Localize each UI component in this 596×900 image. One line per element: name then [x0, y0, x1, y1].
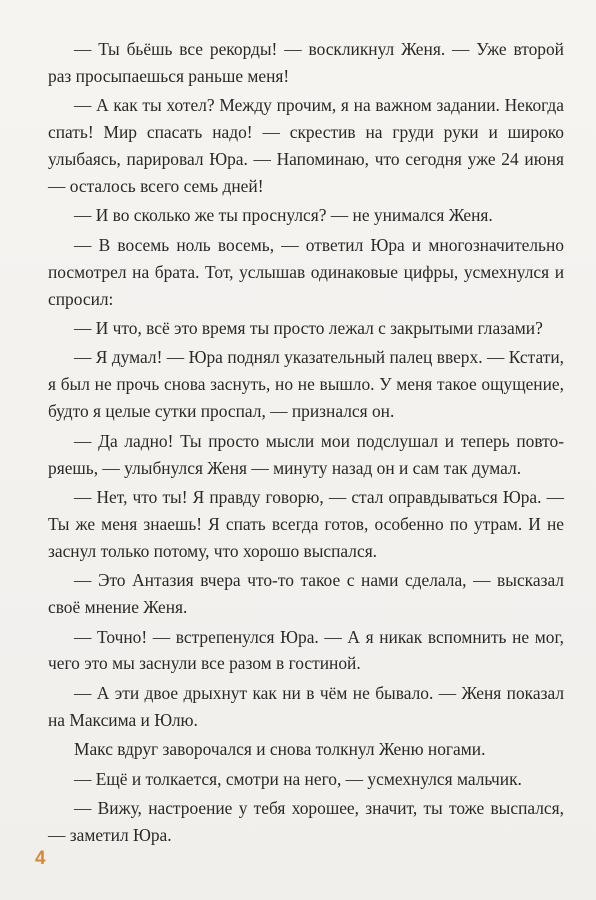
paragraph: — Это Антазия вчера что-то такое с нами сделала, — высказал своё мнение Женя.	[48, 570, 564, 618]
paragraph: — В восемь ноль восемь, — ответил Юра и многозначительно посмотрел на брата. Тот, услышав одинаковые цифры, усмехнулся и спросил:	[48, 234, 564, 309]
body-text	[48, 36, 564, 849]
paragraph: — И во сколько же ты проснулся? — не унимался Женя.	[74, 205, 493, 226]
paragraph: — Вижу, настроение у тебя хорошее, значит, ты тоже выспался, — заметил Юра.	[48, 797, 564, 845]
paragraph: — Ты бьёшь все рекорды! — воскликнул Женя. — Уже второй раз просыпаешься раньше меня!	[48, 39, 564, 86]
paragraph: Макс вдруг заворочался и снова толкнул Женю ногами.	[74, 739, 486, 760]
paragraph: — Нет, что ты! Я правду говорю, — стал оправдываться Юра. — Ты же меня знаешь! Я спать всегда готов, особенно по утрам. И не заснул только потому, что хорошо выспался.	[48, 487, 564, 561]
paragraph: — Я думал! — Юра поднял указательный палец вверх. — Кстати, я был не прочь снова заснуть, но не вышло. У меня такое ощущение, будто я целые сутки проспал, — признался он.	[48, 347, 564, 422]
paragraph: — Да ладно! Ты просто мысли мои подслушал и теперь повторяешь, — улыбнулся Женя — минуту назад он и сам так думал.	[48, 430, 564, 478]
paragraph: — Ещё и толкается, смотри на него, — усмехнулся мальчик.	[74, 768, 522, 789]
page-number: 4	[35, 848, 46, 869]
paragraph: — Точно! — встрепенулся Юра. — А я никак вспомнить не мог, чего это мы заснули все разом в гостиной.	[48, 626, 564, 674]
paragraph: — А эти двое дрыхнут как ни в чём не бывало. — Женя показал на Максима и Юлю.	[48, 682, 564, 730]
paragraph: — И что, всё это время ты просто лежал с закрытыми глазами?	[74, 318, 543, 339]
paragraph: — А как ты хотел? Между прочим, я на важном задании. Некогда спать! Мир спасать надо! — скрестив на груди руки и широко улыбаясь, парировал Юра. — Напоминаю, что сегодня уже 24 июня — осталось всего семь дней!	[48, 95, 564, 197]
